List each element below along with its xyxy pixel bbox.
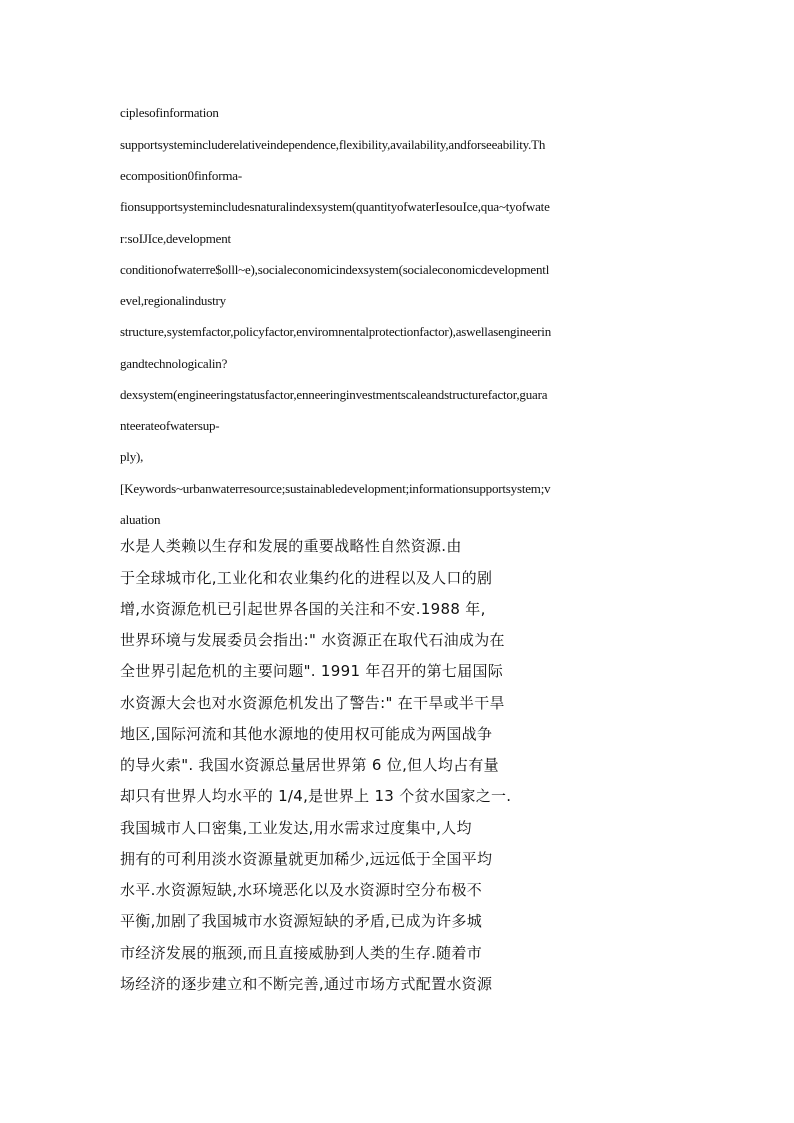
english-abstract-line: evel,regionalindustry xyxy=(120,293,226,308)
keywords-line: [Keywords~urbanwaterresource;sustainabledevelopment;informationsupportsystem;v xyxy=(120,481,551,496)
english-abstract-line: structure,systemfactor,policyfactor,enviromnentalprotectionfactor),aswellasengineerin xyxy=(120,324,551,339)
english-abstract-line: gandtechnologicalin? xyxy=(120,356,228,371)
english-abstract-line: ciplesofinformation xyxy=(120,105,219,120)
english-abstract-line: conditionofwaterre$olll~e),socialeconomicindexsystem(socialeconomicdevelopmentl xyxy=(120,262,550,277)
chinese-body-line: 平衡,加剧了我国城市水资源短缺的矛盾,已成为许多城 xyxy=(120,912,483,930)
chinese-body-line: 世界环境与发展委员会指出:" 水资源正在取代石油成为在 xyxy=(120,631,505,649)
chinese-body-line: 增,水资源危机已引起世界各国的关注和不安.1988 年, xyxy=(120,600,486,618)
chinese-body-line: 拥有的可利用淡水资源量就更加稀少,远远低于全国平均 xyxy=(120,850,493,868)
chinese-body-line: 地区,国际河流和其他水源地的使用权可能成为两国战争 xyxy=(120,725,493,743)
english-abstract-line: supportsystemincluderelativeindependence,flexibility,availability,andforseeability.Th xyxy=(120,137,546,152)
english-abstract-line: nteerateofwatersup- xyxy=(120,418,220,433)
chinese-body-line: 的导火索". 我国水资源总量居世界第 6 位,但人均占有量 xyxy=(120,756,499,774)
chinese-body-line: 场经济的逐步建立和不断完善,通过市场方式配置水资源 xyxy=(120,975,493,993)
chinese-body-line: 于全球城市化,工业化和农业集约化的进程以及人口的剧 xyxy=(120,569,493,587)
chinese-body-line: 市经济发展的瓶颈,而且直接威胁到人类的生存.随着市 xyxy=(120,944,483,962)
chinese-body-line: 我国城市人口密集,工业发达,用水需求过度集中,人均 xyxy=(120,819,472,837)
chinese-body-line: 全世界引起危机的主要问题". 1991 年召开的第七届国际 xyxy=(120,662,504,680)
english-abstract-line: r:soIJIce,development xyxy=(120,231,231,246)
keywords-line: aluation xyxy=(120,512,161,527)
english-abstract-line: fionsupportsystemincludesnaturalindexsystem(quantityofwaterIesouIce,qua~tyofwate xyxy=(120,199,550,214)
chinese-body-line: 水平.水资源短缺,水环境恶化以及水资源时空分布极不 xyxy=(120,881,483,899)
chinese-body-line: 水资源大会也对水资源危机发出了警告:" 在干旱或半干旱 xyxy=(120,694,505,712)
chinese-body-line: 却只有世界人均水平的 1/4,是世界上 13 个贫水国家之一. xyxy=(120,787,512,805)
english-abstract-line: ply), xyxy=(120,449,144,464)
chinese-body-line: 水是人类赖以生存和发展的重要战略性自然资源.由 xyxy=(120,537,462,555)
english-abstract-line: ecomposition0finforma- xyxy=(120,168,242,183)
english-abstract-line: dexsystem(engineeringstatusfactor,enneeringinvestmentscaleandstructurefactor,guara xyxy=(120,387,548,402)
